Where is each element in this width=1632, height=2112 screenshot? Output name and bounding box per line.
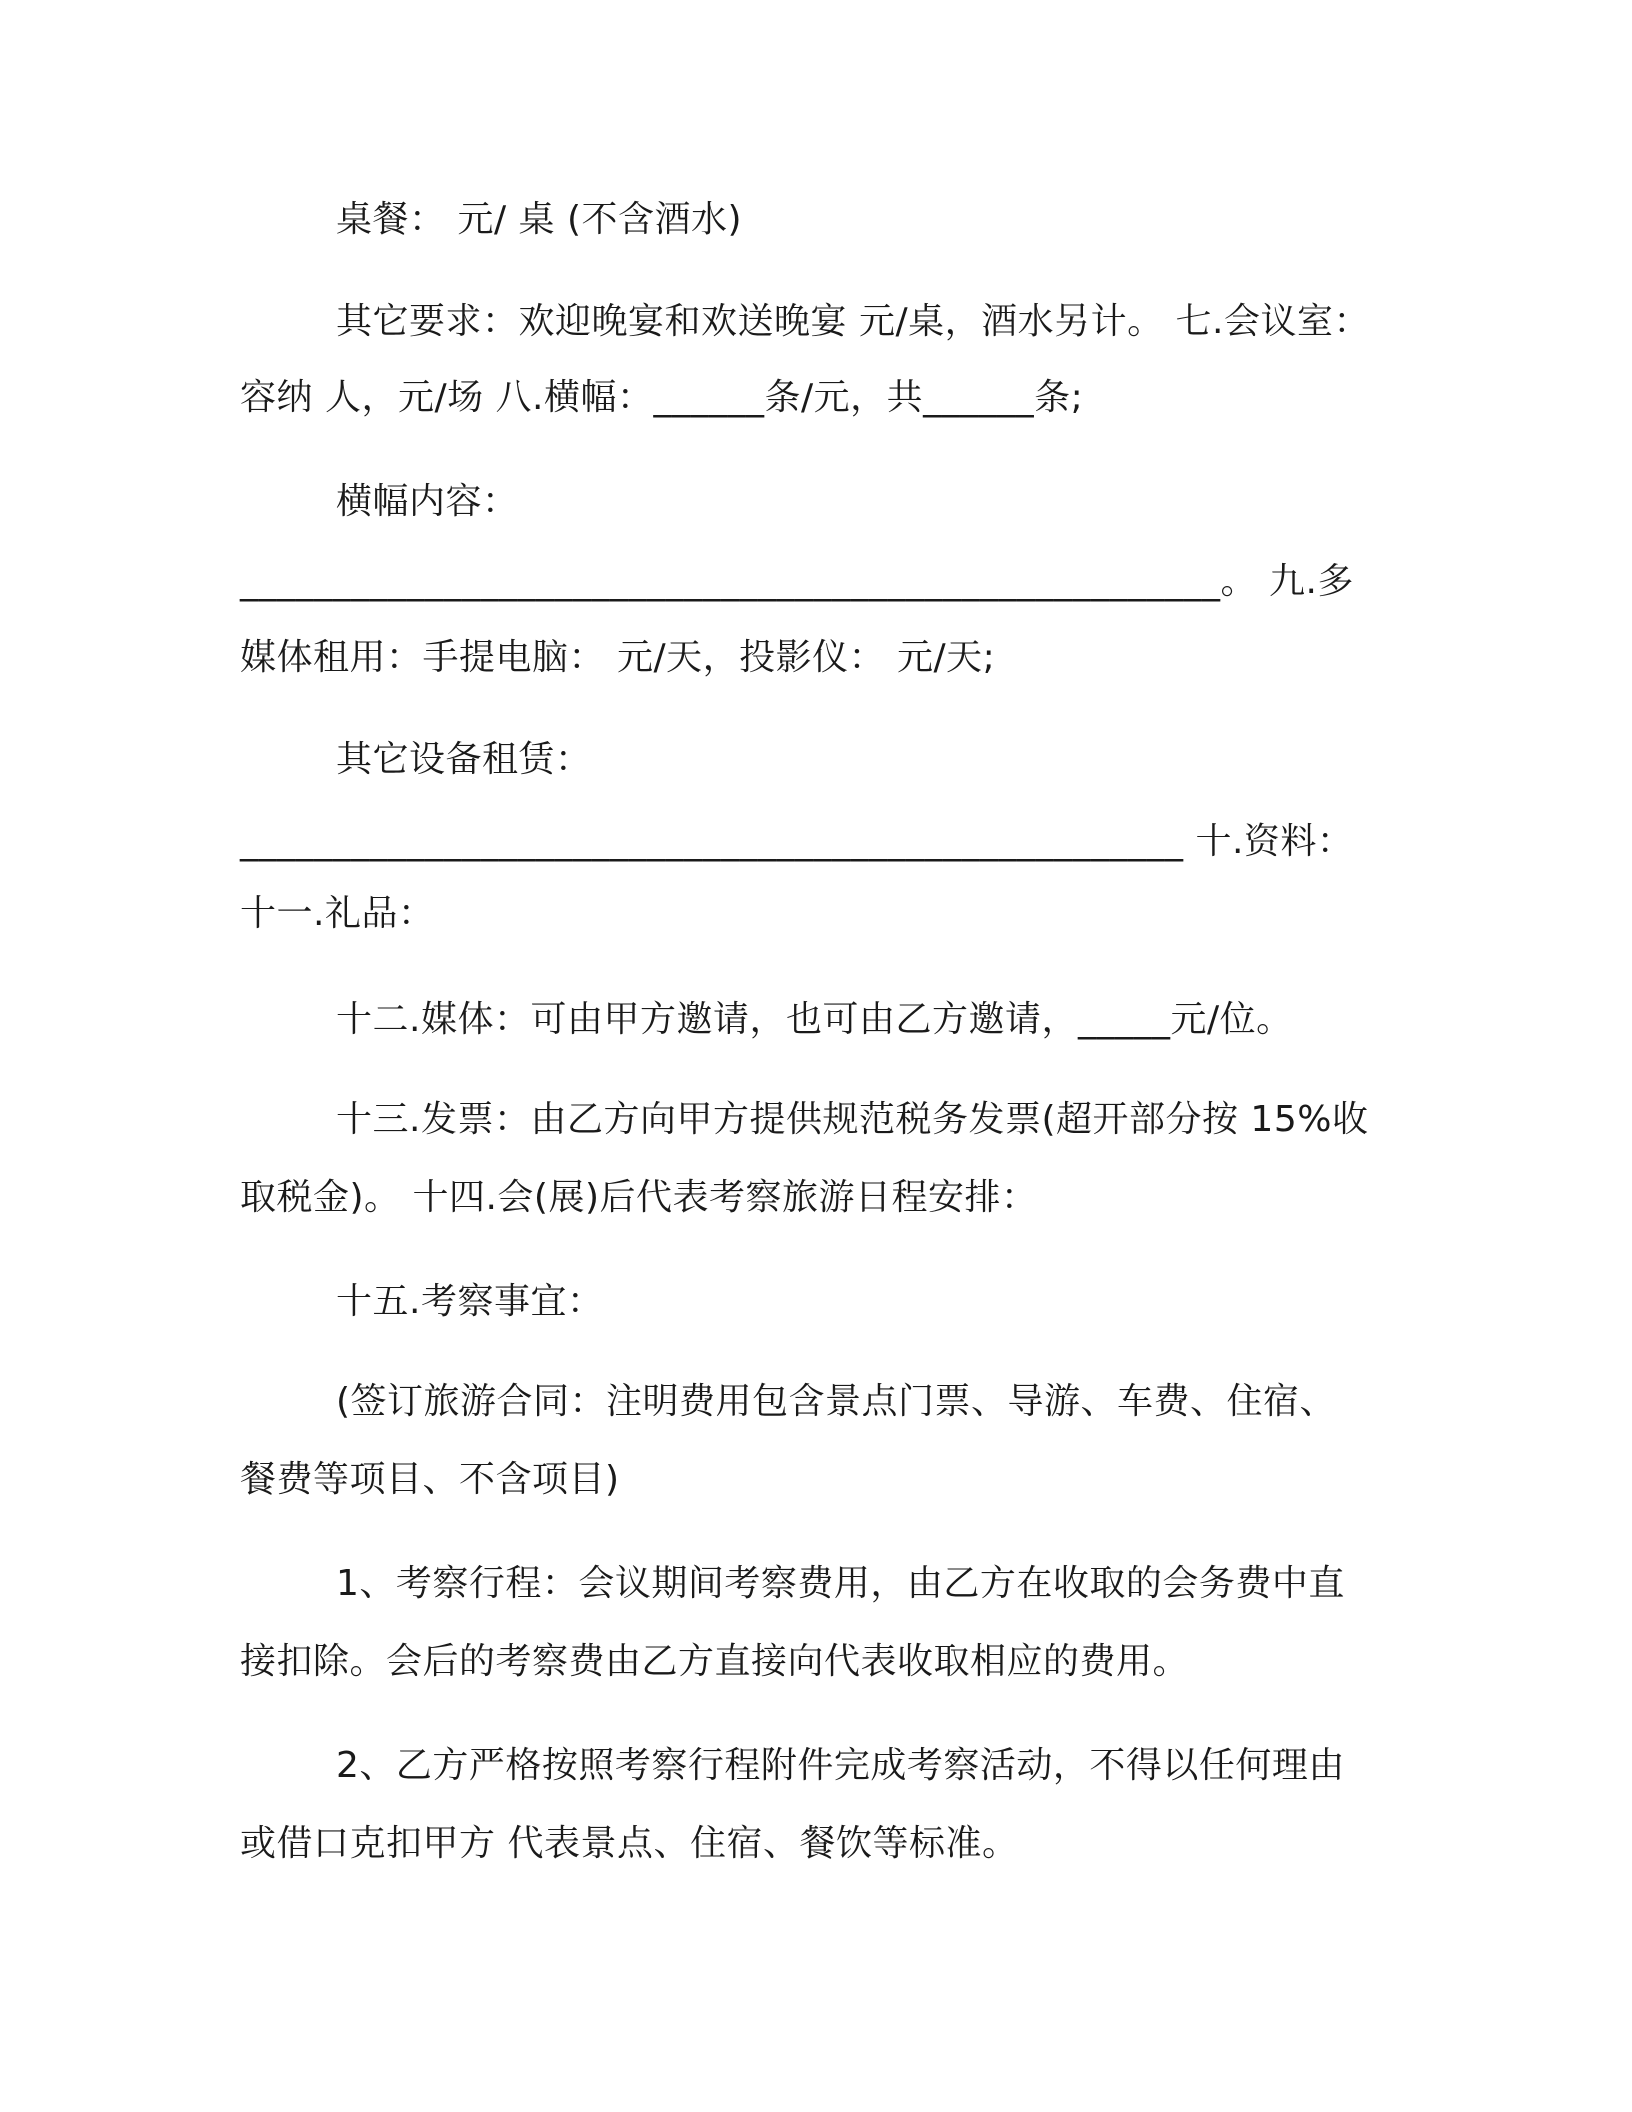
text-line-capacity-banner: 容纳 人，元/场 八.横幅：______条/元，共______条;	[240, 377, 1084, 418]
text-line-deduction: 接扣除。会后的考察费由乙方直接向代表收取相应的费用。	[240, 1641, 1190, 1682]
text-line-media: 十二.媒体：可由甲方邀请，也可由乙方邀请，_____元/位。	[336, 999, 1293, 1040]
text-line-meal-items: 餐费等项目、不含项目)	[240, 1459, 620, 1500]
text-line-itinerary: 1、考察行程：会议期间考察费用，由乙方在收取的会务费中直	[336, 1563, 1345, 1604]
text-line-table-meal: 桌餐： 元/ 桌 (不含酒水)	[336, 199, 743, 240]
text-line-standards: 或借口克扣甲方 代表景点、住宿、餐饮等标准。	[240, 1823, 1019, 1864]
text-line-gifts: 十一.礼品：	[240, 893, 435, 934]
text-line-other-requirements: 其它要求：欢迎晚宴和欢送晚宴 元/桌，酒水另计。 七.会议室：	[336, 301, 1370, 342]
text-line-invoice: 十三.发票：由乙方向甲方提供规范税务发票(超开部分按 15%收	[336, 1099, 1369, 1140]
text-line-other-equipment: 其它设备租赁：	[336, 739, 592, 780]
text-line-equipment-blank: ___________________________________________________ 十.资料：	[240, 821, 1354, 862]
text-line-strict-itinerary: 2、乙方严格按照考察行程附件完成考察活动，不得以任何理由	[336, 1745, 1345, 1786]
text-line-tax-tour: 取税金)。 十四.会(展)后代表考察旅游日程安排：	[240, 1177, 1038, 1218]
text-line-inspection-matters: 十五.考察事宜：	[336, 1281, 604, 1322]
text-line-banner-blank: _____________________________________________________。 九.多	[240, 561, 1354, 602]
text-line-multimedia-rental: 媒体租用：手提电脑： 元/天，投影仪： 元/天;	[240, 637, 996, 678]
text-line-banner-content: 横幅内容：	[336, 481, 519, 522]
text-line-tour-contract: (签订旅游合同：注明费用包含景点门票、导游、车费、住宿、	[336, 1381, 1337, 1422]
